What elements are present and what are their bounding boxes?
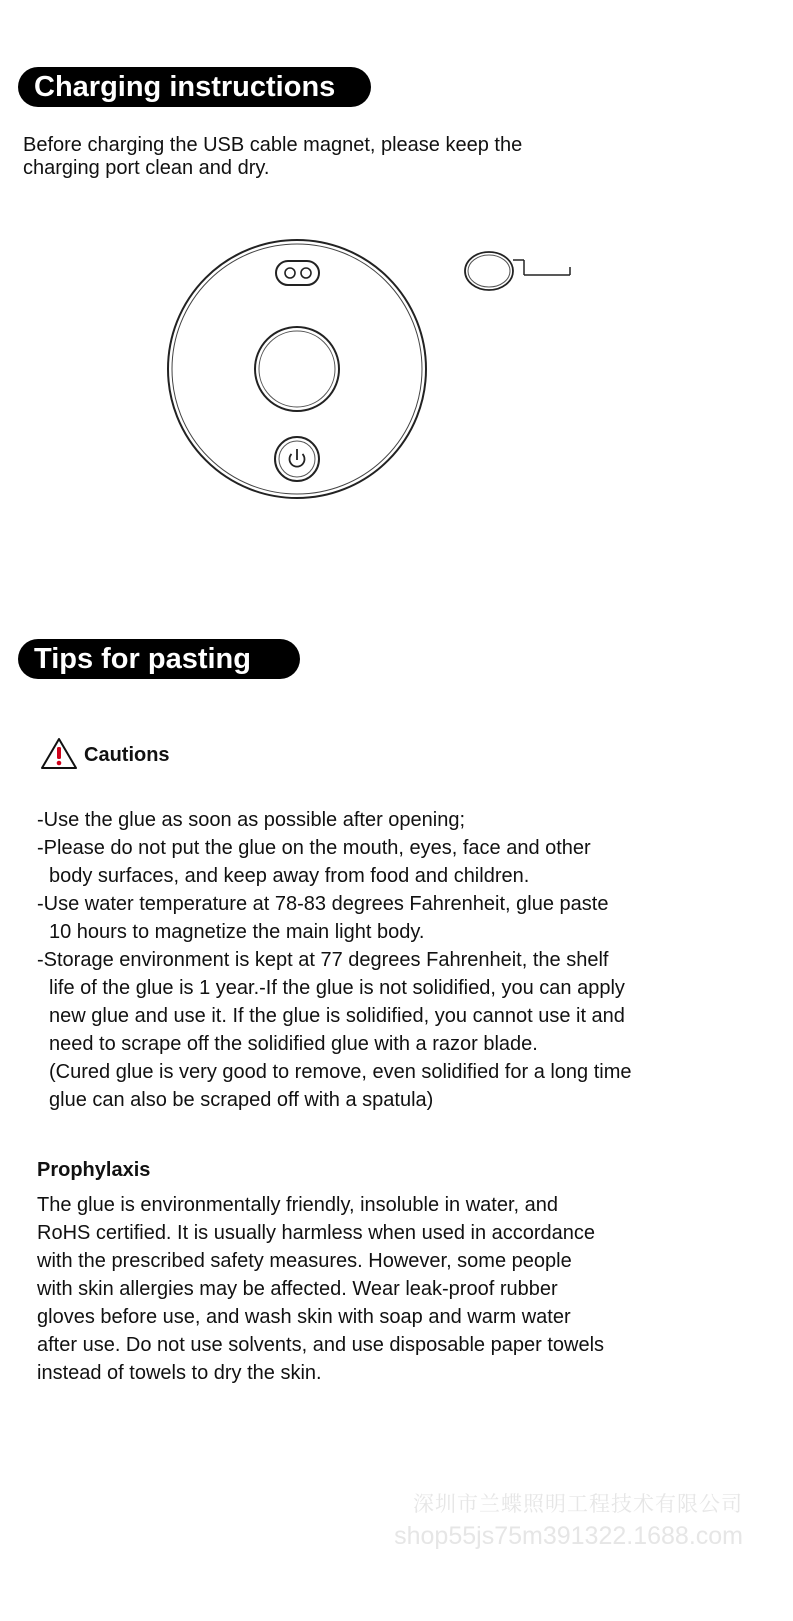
prophylaxis-line: gloves before use, and wash skin with soap and warm water	[37, 1306, 571, 1328]
cautions-title: Cautions	[84, 744, 170, 766]
prophylaxis-line: with skin allergies may be affected. Wear leak-proof rubber	[37, 1278, 558, 1300]
caution-line: -Please do not put the glue on the mouth, eyes, face and other	[37, 837, 591, 859]
section-title-pasting: Tips for pasting	[18, 639, 300, 679]
watermark-company: 深圳市兰蝶照明工程技术有限公司	[413, 1493, 743, 1516]
caution-line: life of the glue is 1 year.-If the glue is not solidified, you can apply	[49, 977, 625, 999]
caution-line: -Use water temperature at 78-83 degrees Fahrenheit, glue paste	[37, 893, 609, 915]
power-icon	[275, 437, 319, 481]
center-sensor	[255, 327, 339, 411]
prophylaxis-line: after use. Do not use solvents, and use disposable paper towels	[37, 1334, 605, 1356]
caution-line: (Cured glue is very good to remove, even solidified for a long time	[49, 1061, 632, 1083]
caution-line: new glue and use it. If the glue is solidified, you cannot use it and	[49, 1005, 625, 1027]
caution-line: glue can also be scraped off with a spatula)	[49, 1089, 434, 1111]
caution-line: need to scrape off the solidified glue with a razor blade.	[49, 1033, 538, 1055]
prophylaxis-line: with the prescribed safety measures. However, some people	[37, 1250, 572, 1272]
intro-line: Before charging the USB cable magnet, please keep the	[23, 134, 523, 156]
section-title-charging: Charging instructions	[18, 67, 371, 107]
intro-line: charging port clean and dry.	[23, 157, 270, 179]
prophylaxis-body	[37, 1191, 604, 1387]
caution-line: 10 hours to magnetize the main light body.	[49, 921, 425, 943]
prophylaxis-title: Prophylaxis	[37, 1159, 151, 1181]
charging-port	[276, 261, 319, 285]
usb-magnet-plug-illustration	[462, 246, 577, 296]
watermark-shop-url: shop55js75m391322.1688.com	[394, 1522, 743, 1550]
cautions-list	[37, 806, 632, 1114]
device-illustration	[160, 232, 435, 507]
caution-line: -Use the glue as soon as possible after opening;	[37, 809, 466, 831]
caution-line: body surfaces, and keep away from food and children.	[49, 865, 530, 887]
prophylaxis-line: The glue is environmentally friendly, insoluble in water, and	[37, 1194, 559, 1216]
warning-triangle-icon	[40, 737, 78, 770]
caution-line: -Storage environment is kept at 77 degrees Fahrenheit, the shelf	[37, 949, 609, 971]
prophylaxis-line: RoHS certified. It is usually harmless when used in accordance	[37, 1222, 596, 1244]
prophylaxis-line: instead of towels to dry the skin.	[37, 1362, 322, 1384]
charging-intro	[23, 134, 623, 180]
